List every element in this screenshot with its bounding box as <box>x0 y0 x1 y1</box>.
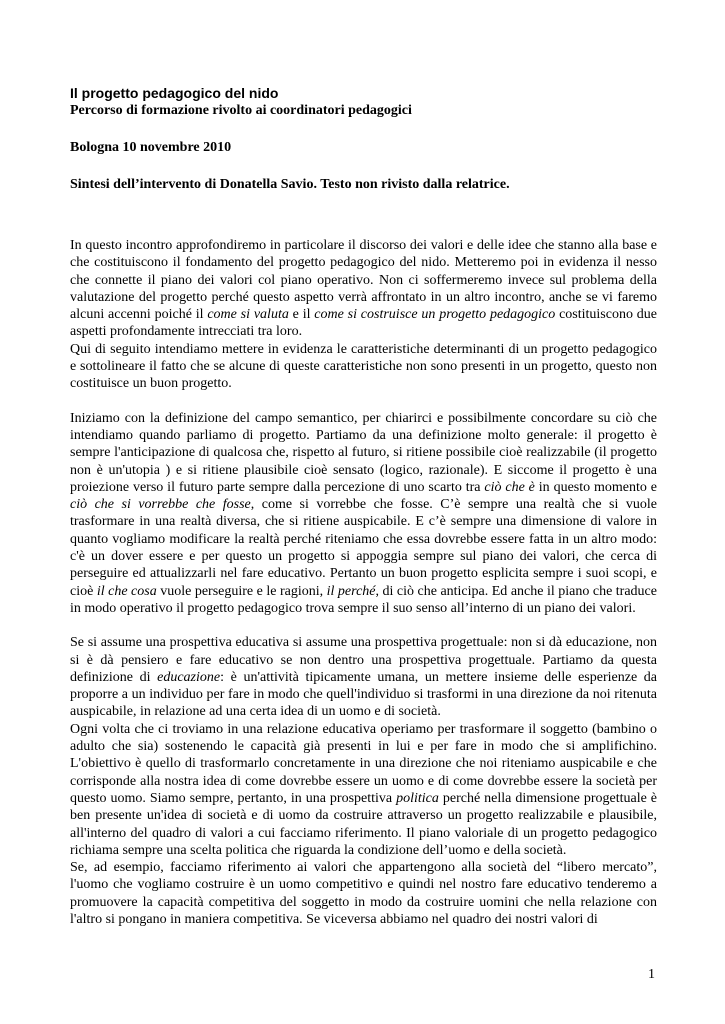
text-run: Se, ad esempio, facciamo riferimento ai valori che appartengono alla società del “libero mercato”, l'uomo che vogliamo costruire è un uomo competitivo e quindi nel nostro fare educativo tenderemo a promuovere la capacità competitiva del soggetto in modo da costruire uomini che nella relazione con l'altro si pongano in maniera competitiva. Se viceversa abbiamo nel quadro dei nostri valori di <box>70 860 657 927</box>
text-run: Se si assume una prospettiva educativa si assume una prospettiva progettuale: non si dà educazione, non si è dà pensiero e fare educativo se non dentro una prospettiva progettuale. Partiamo da questa definizione di <box>70 635 657 685</box>
body-paragraph <box>70 237 657 341</box>
page-number: 1 <box>648 967 655 982</box>
document-subtitle: Percorso di formazione rivolto ai coordinatori pedagogici <box>70 103 412 118</box>
text-run: vuole perseguire e le ragioni, <box>156 583 327 599</box>
document-body <box>70 237 657 928</box>
italic-text: ciò che è <box>484 479 535 495</box>
document-summary-line: Sintesi dell’intervento di Donatella Savio. Testo non rivisto dalla relatrice. <box>70 177 510 192</box>
text-run: e il <box>288 307 315 323</box>
text-run: , di ciò che anticipa. Ed anche il piano che traduce in modo operativo il progetto pedagogico trova sempre il suo senso all’interno di un piano dei valori. <box>70 583 657 616</box>
text-run: Ogni volta che ci troviamo in una relazione educativa operiamo per trasformare il soggetto (bambino o adulto che sia) sostenendo le capacità già presenti in lui e per fare in modo che si amplifichino. L'obiettivo è quello di trasformarlo concretamente in una direzione che noi riteniamo auspicabile e che corrisponde alla nostra idea di come dovrebbe essere un uomo e di come dovrebbe essere la società per questo uomo. Siamo sempre, pertanto, in una prospettiva <box>70 721 657 806</box>
italic-text: politica <box>396 790 439 806</box>
italic-text: come si valuta <box>207 307 289 323</box>
italic-text: ciò che si vorrebbe che fosse <box>70 497 251 513</box>
text-run: : è un'attività tipicamente umana, un mettere insieme delle esperienze da proporre a un individuo per fare in modo che quell'individuo si trasformi in una direzione da noi ritenuta auspicabile, in relazione ad una certa idea di un uomo e di società. <box>70 669 657 720</box>
text-run: , come si vorrebbe che fosse. C’è sempre una realtà che si vuole trasformare in una realtà diversa, che si ritiene auspicabile. E c’è sempre una dimensione di valore in quanto vogliamo modificare la realtà perché riteniamo che essa dovrebbe essere fatta in un altro modo: c'è un dover essere e per questo un progetto si appoggia sempre sul piano dei valori, che cerca di perseguire ed attualizzarli nel fare educativo. Pertanto un buon progetto esplicita sempre i suoi scopi, e cioè <box>70 497 657 599</box>
body-paragraph <box>70 341 657 393</box>
document-date: Bologna 10 novembre 2010 <box>70 140 232 155</box>
italic-text: il che cosa <box>96 583 157 599</box>
body-paragraph <box>70 859 657 928</box>
body-paragraph <box>70 410 657 618</box>
text-run: costituiscono due aspetti profondamente intrecciati tra loro. <box>70 307 657 340</box>
italic-text: il perché <box>326 583 376 599</box>
text-run: in questo momento e <box>534 479 657 495</box>
text-run: Qui di seguito intendiamo mettere in evidenza le caratteristiche determinanti di un progetto pedagogico e sottolineare il fatto che se alcune di queste caratteristiche non sono presenti in un progetto, questo non costituisce un buon progetto. <box>70 341 657 392</box>
body-paragraph <box>70 721 657 859</box>
italic-text: come si costruisce un progetto pedagogico <box>314 307 556 323</box>
document-header <box>70 84 660 194</box>
text-run: Iniziamo con la definizione del campo semantico, per chiarirci e possibilmente concordare su ciò che intendiamo quando parliamo di progetto. Partiamo da una definizione molto generale: il progetto è sempre l'anticipazione di qualcosa che, rispetto al futuro, si ritiene possibile cioè realizzabile (il progetto non è un'utopia ) e si ritiene plausibile cioè sensato (logico, razionale). E siccome il progetto è una proiezione verso il futuro parte sempre dalla percezione di uno scarto tra <box>70 410 657 495</box>
text-run: In questo incontro approfondiremo in particolare il discorso dei valori e delle idee che stanno alla base e che costituiscono il fondamento del progetto pedagogico del nido. Metteremo poi in evidenza il nesso che connette il piano dei valori col piano operativo. Non ci soffermeremo invece sul problema della valutazione del progetto perché questo aspetto verrà affrontato in un altro incontro, anche se vi faremo alcuni accenni poiché il <box>70 238 657 323</box>
italic-text: educazione <box>157 669 221 685</box>
body-paragraph <box>70 634 657 720</box>
document-title: Il progetto pedagogico del nido <box>70 85 279 101</box>
text-run: perché nella dimensione progettuale è ben presente un'idea di società e di uomo da costruire attraverso un progetto realizzabile e plausibile, all'interno del quadro di valori a cui facciamo riferimento. Il piano valoriale di un progetto pedagogico richiama sempre una scelta politica che riguarda la condizione dell’uomo e della società. <box>70 790 657 858</box>
